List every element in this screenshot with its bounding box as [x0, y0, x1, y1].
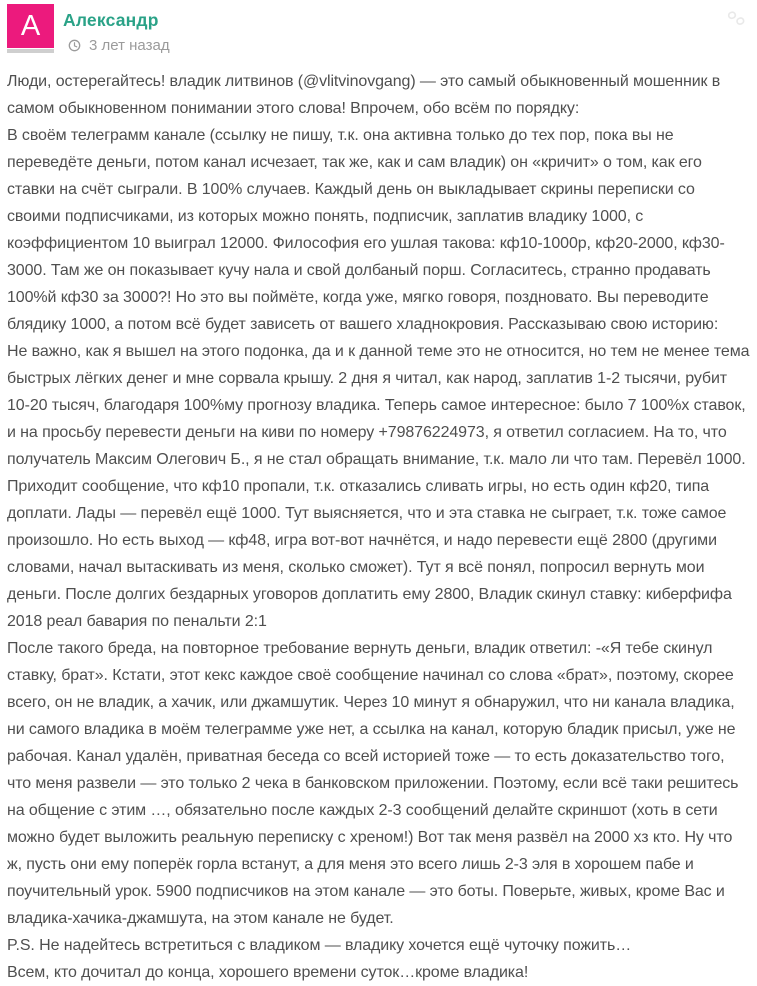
comment-header [7, 4, 750, 54]
review-paragraph: Не важно, как я вышел на этого подонка, да и к данной теме это не относится, но тем не менее тема быстрых лёгких денег и мне сорвала крышу. 2 дня я читал, как народ, заплатив 1-2 тысячи, рубит 10-20 тысяч, благодаря 100%му прогнозу владика. Теперь самое интересное: было 7 100%х ставок, и на просьбу перевести деньги на киви по номеру +79876224973, я ответил согласием. На то, что получатель Максим Олегович Б., я не стал обращать внимание, т.к. мало ли что там. Перевёл 1000. Приходит сообщение, что кф10 пропали, т.к. отказались сливать игры, но есть один кф20, типа доплати. Лады — перевёл ещё 1000. Тут выясняется, что и эта ставка не сыграет, т.к. тоже самое произошло. Но есть выход — кф48, игра вот-вот начнётся, и надо перевести ещё 2800 (другими словами, начал вытаскивать из меня, сколько сможет). Тут я всё понял, попросил вернуть мои деньги. После долгих бездарных уговоров доплатить ему 2800, Владик скинул ставку: киберфифа 2018 реал бавария по пенальти 2:1 [7, 343, 750, 630]
review-paragraph: После такого бреда, на повторное требование вернуть деньги, владик ответил: -«Я тебе скинул ставку, брат». Кстати, этот кекс каждое своё сообщение начинал со слова «брат», поэтому, скорее всего, он не владик, а хачик, или джамшутик. Через 10 минут я обнаружил, что ни канала владика, ни самого владика в моём телеграмме уже нет, а ссылка на канал, которую бладик присыл, уже не рабочая. Канал удалён, приватная беседа со всей историей тоже — то есть доказательство того, что меня развели — это только 2 чека в банковском приложении. Поэтому, если всё таки решитесь на общение с этим …, обязательно после каждых 2-3 сообщений делайте скриншот (хоть в сети можно будет выложить реальную переписку с хреном!) Вот так меня развёл на 2000 хз кто. Ну что ж, пусть они ему поперёк горла встанут, а для меня это всего лишь 2-3 эля в хорошем пабе и поучительный урок. 5900 подписчиков на этом канале — это боты. Поверьте, живых, кроме Вас и владика-хачика-джамшута, на этом канале не будет. [7, 640, 739, 927]
header-info [63, 4, 170, 54]
timestamp-row [68, 37, 170, 54]
review-paragraph: Всем, кто дочитал до конца, хорошего времени суток…кроме владика! [7, 964, 529, 981]
review-paragraph: P.S. Не надейтесь встретиться с владиком — владику хочется ещё чуточку пожить… [7, 937, 632, 954]
username: Александр [63, 10, 159, 30]
review-paragraph: В своём телеграмм канале (ссылку не пишу, т.к. она активна только до тех пор, пока вы не переведёте деньги, потом канал исчезает, так же, как и сам владик) он «кричит» о том, как его ставки на счёт сыграли. В 100% случаев. Каждый день он выкладывает скрины переписки со своими подписчиками, из которых можно понять, подписчик, заплатив владику 1000, с коэффициентом 10 выиграл 12000. Философия его ушлая такова: кф10-1000р, кф20-2000, кф30-3000. Там же он показывает кучу нала и свой долбаный порш. Согласитесь, странно продавать 100%й кф30 за 3000?! Но это вы поймёте, когда уже, мягко говоря, поздновато. Вы переводите блядику 1000, а потом всё будет зависеть от вашего хладнокровия. Рассказываю свою историю: [7, 127, 725, 333]
avatar-letter: А [7, 4, 54, 48]
avatar-shadow [7, 49, 54, 53]
clock-icon [68, 39, 81, 52]
timestamp-label: 3 лет назад [89, 37, 170, 54]
review-text [7, 68, 750, 986]
review-paragraph: Люди, остерегайтесь! владик литвинов (@vlitvinovgang) — это самый обыкновенный мошенник в самом обыкновенном понимании этого слова! Впрочем, обо всём по порядку: [7, 73, 721, 117]
link-icon[interactable] [727, 10, 747, 28]
avatar [7, 4, 54, 53]
